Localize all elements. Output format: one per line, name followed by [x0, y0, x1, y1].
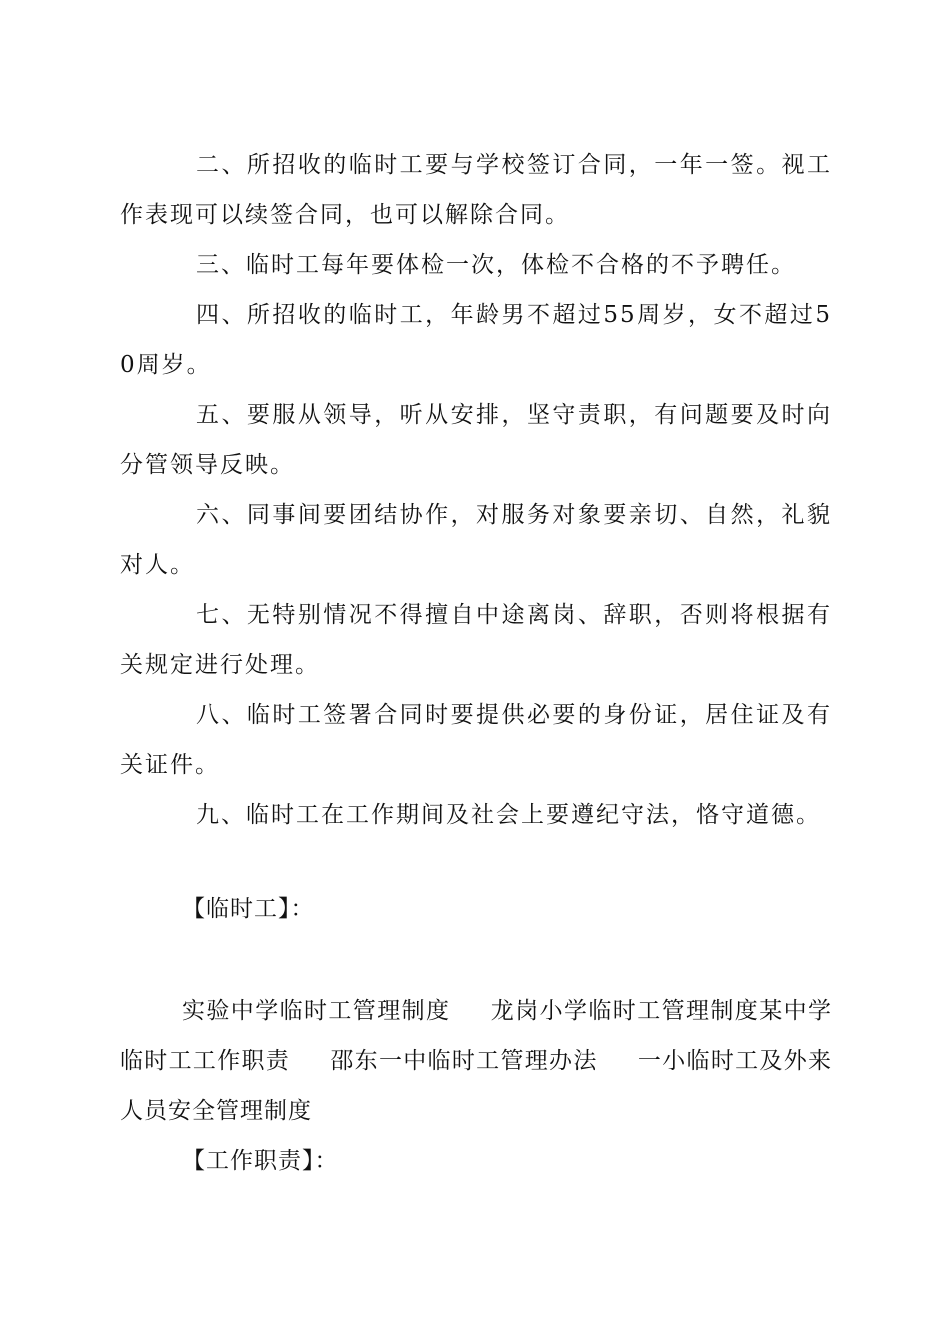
paragraph-7: 七、无特别情况不得擅自中途离岗、辞职，否则将根据有关规定进行处理。 — [120, 602, 832, 678]
spacer — [120, 840, 832, 884]
paragraph-2: 二、所招收的临时工要与学校签订合同，一年一签。视工作表现可以续签合同，也可以解除合同。 — [120, 152, 832, 228]
paragraph-5: 五、要服从领导，听从安排，坚守责职，有问题要及时向分管领导反映。 — [120, 402, 832, 478]
related-link[interactable]: 实验中学临时工管理制度 — [182, 998, 451, 1024]
related-link[interactable]: 邵东一中临时工管理办法 — [330, 1048, 598, 1074]
paragraph-9: 九、临时工在工作期间及社会上要遵纪守法，恪守道德。 — [196, 802, 821, 828]
paragraph-3: 三、临时工每年要体检一次，体检不合格的不予聘任。 — [196, 252, 796, 278]
document-body — [120, 140, 832, 1186]
related-link[interactable]: 一小临时工及外来人员安全管理制度 — [120, 1048, 833, 1124]
paragraph-6: 六、同事间要团结协作，对服务对象要亲切、自然，礼貌对人。 — [120, 502, 832, 578]
paragraph-8: 八、临时工签署合同时要提供必要的身份证，居住证及有关证件。 — [120, 702, 832, 778]
spacer — [120, 934, 832, 986]
related-link[interactable]: 龙岗小学临时工管理制度 — [490, 998, 760, 1024]
related-links — [120, 986, 832, 1136]
paragraph-4: 四、所招收的临时工，年龄男不超过55周岁，女不超过50周岁。 — [120, 302, 832, 378]
section-heading-job-duties: 【工作职责】： — [182, 1148, 339, 1174]
related-link[interactable]: 某中学临时工工作职责 — [120, 998, 833, 1074]
section-heading-temp-worker: 【临时工】： — [182, 896, 315, 922]
